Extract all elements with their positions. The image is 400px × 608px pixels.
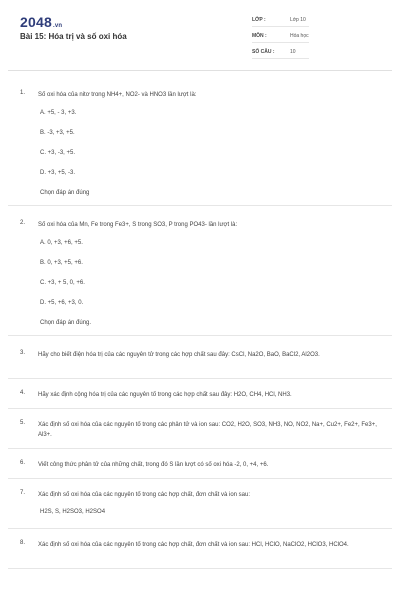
answer-option[interactable]: C. +3, -3, +5. bbox=[40, 150, 76, 156]
meta-value: 10 bbox=[290, 49, 296, 55]
question-text: Xác định số oxi hóa của các nguyên tố trong các phân tử và ion sau: CO2, H2O, SO3, NH3, NO, NO2, Na+, Cu2+, Fe2+, Fe3+, Al3+. bbox=[38, 422, 377, 438]
meta-row-question-count bbox=[252, 46, 309, 59]
question-number: 5. bbox=[20, 420, 26, 426]
meta-value: Hóa học bbox=[290, 33, 309, 39]
meta-value: Lớp 10 bbox=[290, 17, 306, 23]
answer-option[interactable]: C. +3, + 5, 0, +6. bbox=[40, 280, 85, 286]
answer-option[interactable]: B. 0, +3, +5, +6. bbox=[40, 260, 83, 266]
question-subtext: H2S, S, H2SO3, H2SO4 bbox=[40, 509, 106, 515]
choose-answer-label: Chọn đáp án đúng. bbox=[40, 320, 92, 326]
question-6 bbox=[8, 450, 392, 480]
worksheet-header bbox=[8, 8, 392, 60]
lesson-title: Bài 15: Hóa trị và số oxi hóa bbox=[20, 32, 127, 41]
question-number: 4. bbox=[20, 390, 26, 396]
question-divider bbox=[8, 408, 392, 409]
question-4 bbox=[8, 380, 392, 410]
question-text: Số oxi hóa của Mn, Fe trong Fe3+, S trong SO3, P trong PO43- lần lượt là: bbox=[38, 222, 238, 228]
choose-answer-label: Chọn đáp án đúng bbox=[40, 190, 90, 196]
question-divider bbox=[8, 378, 392, 379]
question-3 bbox=[8, 340, 392, 380]
question-number: 3. bbox=[20, 350, 26, 356]
question-divider bbox=[8, 335, 392, 336]
question-text: Hãy cho biết điện hóa trị của các nguyên tử trong các hợp chất sau đây: CsCl, Na2O, BaO, BaCl2, Al2O3. bbox=[38, 352, 320, 358]
question-8 bbox=[8, 530, 392, 570]
question-divider bbox=[8, 528, 392, 529]
question-text: Xác định số oxi hóa của các nguyên tố trong các hợp chất, đơn chất và ion sau: HCl, HClO, NaClO2, HClO3, HClO4. bbox=[38, 542, 349, 548]
meta-row-subject bbox=[252, 30, 309, 43]
question-number: 2. bbox=[20, 220, 26, 226]
meta-row-class bbox=[252, 14, 309, 27]
question-2 bbox=[8, 210, 392, 340]
question-5 bbox=[8, 410, 392, 450]
meta-key: SỐ CÂU : bbox=[252, 49, 275, 55]
meta-key: LỚP : bbox=[252, 17, 266, 23]
question-number: 8. bbox=[20, 540, 26, 546]
meta-key: MÔN : bbox=[252, 33, 267, 39]
answer-option[interactable]: B. -3, +3, +5. bbox=[40, 130, 75, 136]
answer-option[interactable]: D. +5, +6, +3, 0. bbox=[40, 300, 84, 306]
question-text: Hãy xác định cộng hóa trị của các nguyên tố trong các hợp chất sau đây: H2O, CH4, HCl, NH3. bbox=[38, 392, 292, 398]
question-7 bbox=[8, 480, 392, 530]
question-number: 7. bbox=[20, 490, 26, 496]
question-1 bbox=[8, 80, 392, 210]
question-list bbox=[8, 80, 392, 570]
answer-option[interactable]: A. +5, - 3, +3. bbox=[40, 110, 77, 116]
question-number: 6. bbox=[20, 460, 26, 466]
worksheet-meta bbox=[252, 14, 309, 62]
answer-option[interactable]: D. +3, +5, -3. bbox=[40, 170, 76, 176]
question-divider bbox=[8, 478, 392, 479]
question-divider bbox=[8, 205, 392, 206]
question-number: 1. bbox=[20, 90, 26, 96]
question-divider bbox=[8, 448, 392, 449]
question-text: Viết công thức phân tử của những chất, trong đó S lần lượt có số oxi hóa -2, 0, +4, +6. bbox=[38, 462, 269, 468]
question-divider bbox=[8, 568, 392, 569]
question-text: Số oxi hóa của nitơ trong NH4+, NO2- và HNO3 lần lượt là: bbox=[38, 92, 197, 98]
worksheet-page bbox=[8, 8, 392, 608]
answer-option[interactable]: A. 0, +3, +6, +5. bbox=[40, 240, 83, 246]
site-logo[interactable]: 2048.vn bbox=[20, 14, 63, 30]
question-text: Xác định số oxi hóa của các nguyên tố trong các hợp chất, đơn chất và ion sau: bbox=[38, 492, 251, 498]
header-divider bbox=[8, 70, 392, 71]
